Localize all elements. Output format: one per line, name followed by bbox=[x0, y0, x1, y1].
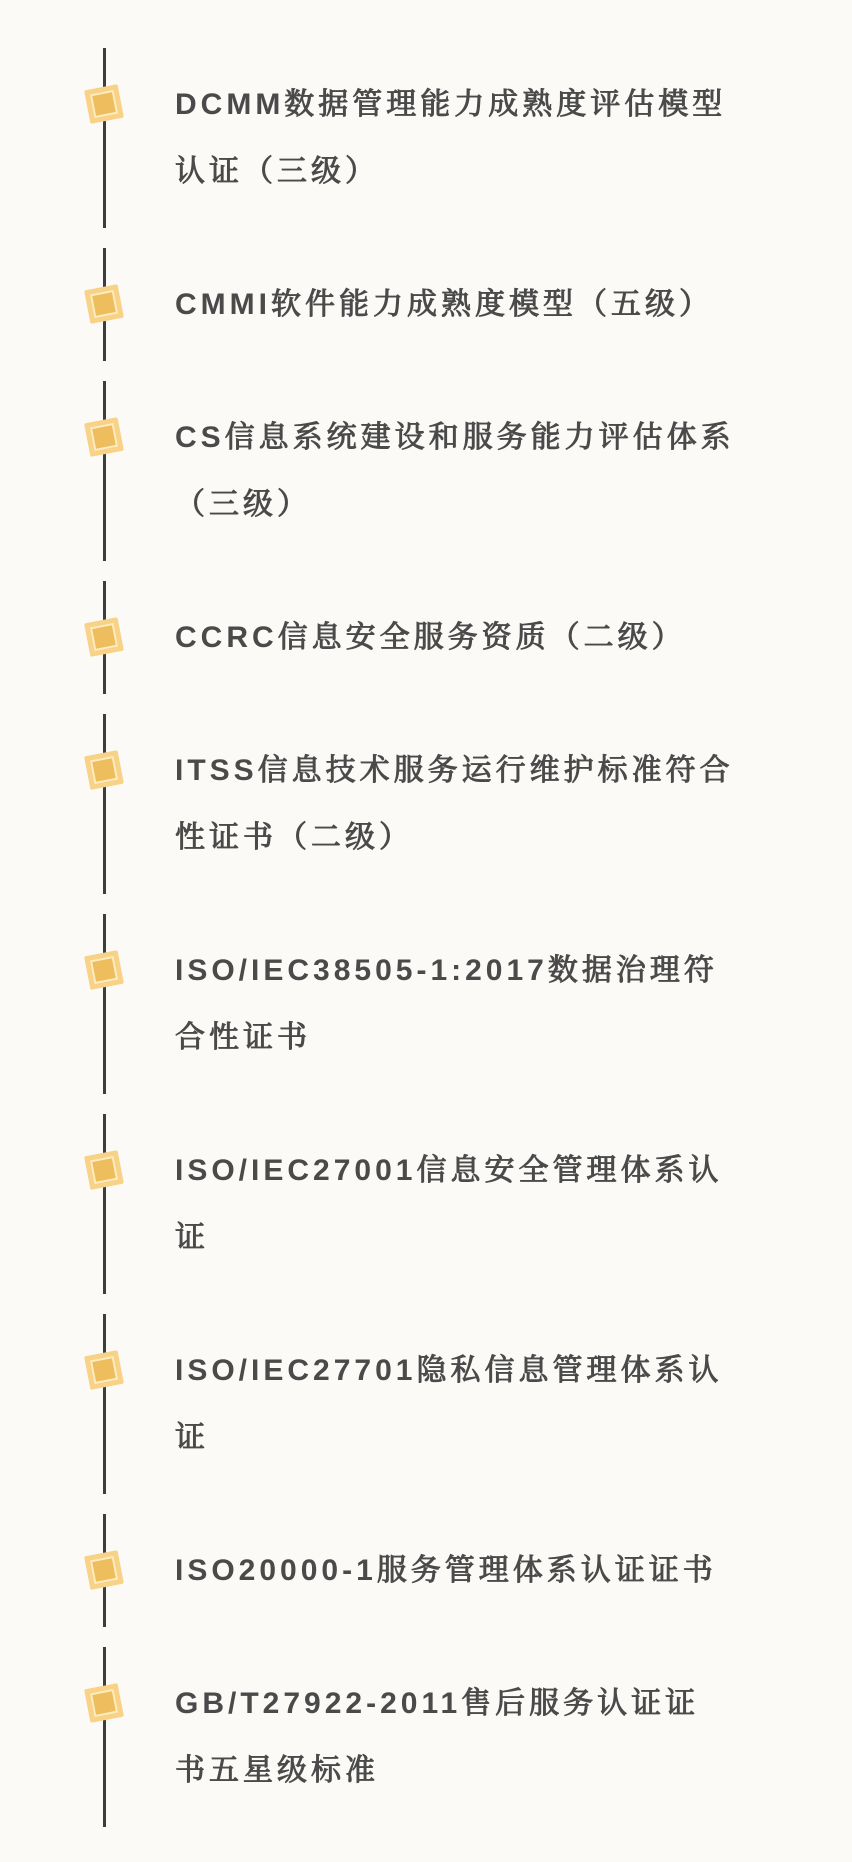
certification-line: 合性证书 bbox=[175, 1021, 311, 1054]
certification-text bbox=[175, 1137, 852, 1271]
certification-item bbox=[0, 737, 852, 871]
certification-text bbox=[175, 1537, 852, 1604]
timeline-rail-segment bbox=[103, 1647, 106, 1827]
certification-item bbox=[0, 937, 852, 1071]
certification-text bbox=[175, 1670, 852, 1804]
certification-line: ISO/IEC38505-1:2017数据治理符 bbox=[175, 954, 718, 987]
certification-line: ISO/IEC27701隐私信息管理体系认 bbox=[175, 1354, 723, 1387]
timeline-rail-segment bbox=[103, 914, 106, 1094]
certificate-marker-icon bbox=[84, 417, 124, 457]
certification-line: （三级） bbox=[175, 488, 311, 521]
certificate-marker-icon bbox=[84, 84, 124, 124]
certificate-marker-icon bbox=[84, 1350, 124, 1390]
certification-line: 书五星级标准 bbox=[175, 1754, 379, 1787]
certification-line: CCRC信息安全服务资质（二级） bbox=[175, 621, 686, 654]
certification-item bbox=[0, 1537, 852, 1604]
certification-line: 证 bbox=[175, 1421, 209, 1454]
timeline-rail-segment bbox=[103, 714, 106, 894]
certification-item bbox=[0, 71, 852, 205]
certification-line: CS信息系统建设和服务能力评估体系 bbox=[175, 421, 735, 454]
certification-item bbox=[0, 1337, 852, 1471]
certification-text bbox=[175, 604, 852, 671]
certification-line: 性证书（二级） bbox=[175, 821, 413, 854]
certification-item bbox=[0, 604, 852, 671]
certificate-marker-icon bbox=[84, 284, 124, 324]
certification-line: ITSS信息技术服务运行维护标准符合 bbox=[175, 754, 734, 787]
certificate-marker-icon bbox=[84, 617, 124, 657]
certification-line: ISO/IEC27001信息安全管理体系认 bbox=[175, 1154, 723, 1187]
timeline-rail-segment bbox=[103, 1114, 106, 1294]
certification-line: CMMI软件能力成熟度模型（五级） bbox=[175, 288, 713, 321]
certification-item bbox=[0, 271, 852, 338]
certificate-marker-icon bbox=[84, 1150, 124, 1190]
certification-text bbox=[175, 71, 852, 205]
certification-item bbox=[0, 1670, 852, 1804]
certification-line: ISO20000-1服务管理体系认证证书 bbox=[175, 1554, 717, 1587]
certification-text bbox=[175, 271, 852, 338]
timeline-rail-segment bbox=[103, 381, 106, 561]
certification-line: GB/T27922-2011售后服务认证证 bbox=[175, 1687, 700, 1720]
certification-item bbox=[0, 1137, 852, 1271]
certificate-marker-icon bbox=[84, 750, 124, 790]
certification-text bbox=[175, 937, 852, 1071]
certificate-marker-icon bbox=[84, 1683, 124, 1723]
certification-line: 认证（三级） bbox=[175, 155, 379, 188]
certification-item bbox=[0, 404, 852, 538]
certification-text bbox=[175, 404, 852, 538]
certification-text bbox=[175, 1337, 852, 1471]
certificate-marker-icon bbox=[84, 950, 124, 990]
timeline-rail-segment bbox=[103, 1314, 106, 1494]
certification-line: DCMM数据管理能力成熟度评估模型 bbox=[175, 88, 727, 121]
certification-text bbox=[175, 737, 852, 871]
certification-line: 证 bbox=[175, 1221, 209, 1254]
timeline-rail-segment bbox=[103, 48, 106, 228]
certificate-marker-icon bbox=[84, 1550, 124, 1590]
